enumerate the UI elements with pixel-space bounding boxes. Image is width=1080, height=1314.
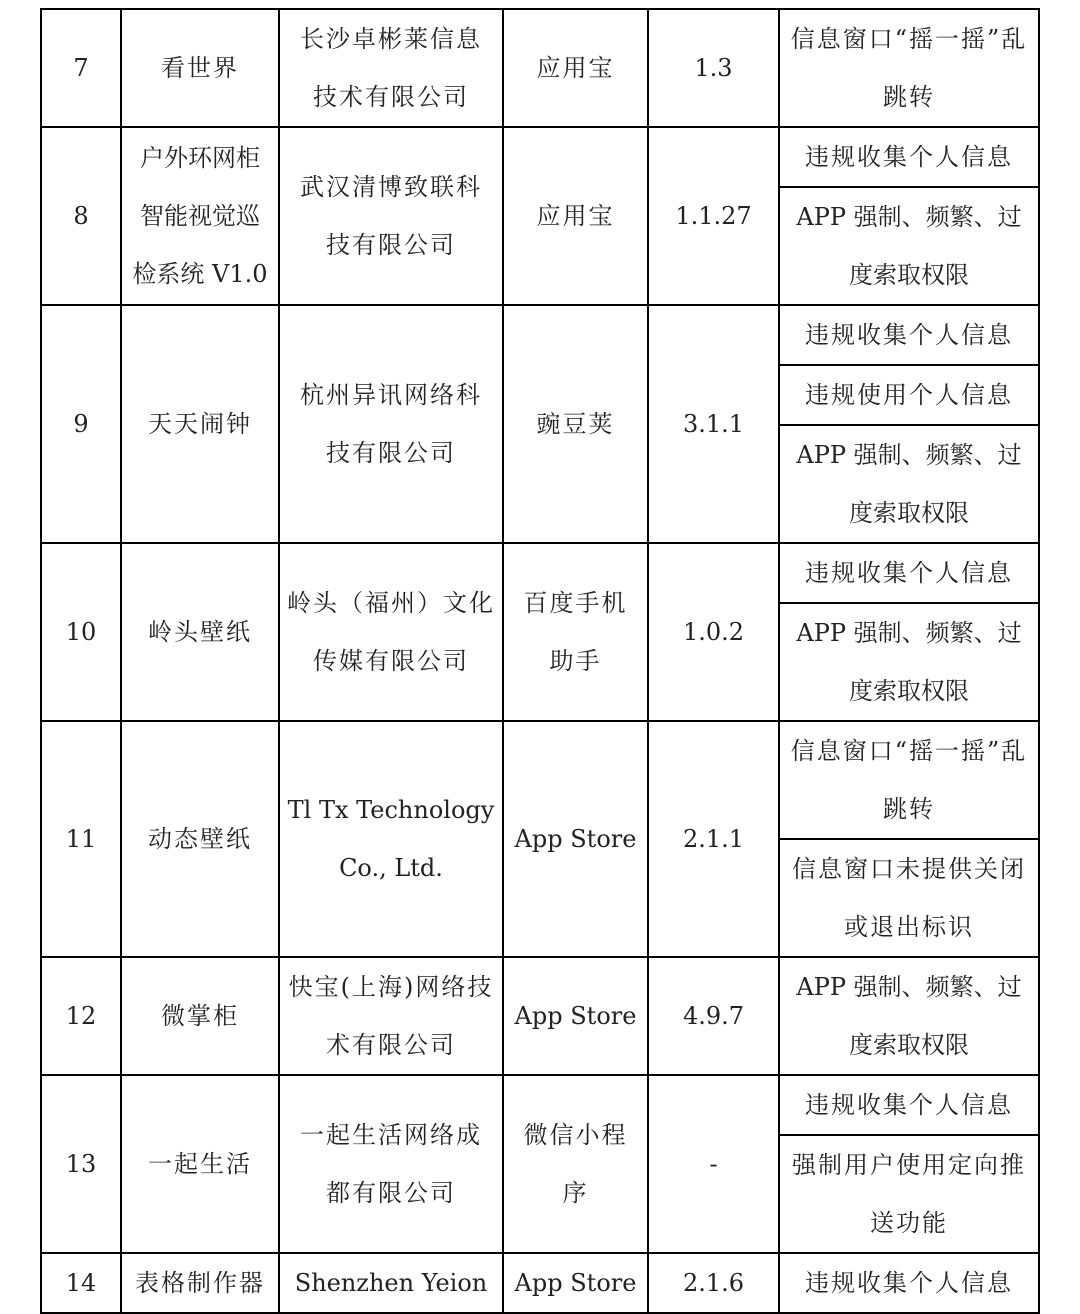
- company-cell-line: Shenzhen Yeion: [294, 1269, 488, 1297]
- issue-cell-line: APP 强制、频繁、过: [796, 973, 1022, 1001]
- row-number-cell: 13: [41, 1075, 121, 1253]
- issue-cell: [779, 305, 1039, 365]
- issue-cell-line: APP 强制、频繁、过: [796, 203, 1022, 231]
- issue-cell: [779, 543, 1039, 603]
- version-cell: 4.9.7: [648, 957, 779, 1075]
- issue-cell-line: APP 强制、频繁、过: [796, 441, 1022, 469]
- version-cell: 2.1.6: [648, 1253, 779, 1313]
- company-cell: [279, 9, 503, 127]
- issue-cell: [779, 9, 1039, 127]
- issue-cell-line: 或退出标识: [844, 913, 974, 941]
- app-name-cell: [121, 127, 279, 305]
- company-cell-line: 术有限公司: [326, 1031, 456, 1059]
- company-cell-line: Tl Tx Technology: [287, 796, 495, 824]
- company-cell-line: 快宝(上海)网络技: [288, 973, 494, 1001]
- company-cell-line: 武汉清博致联科: [300, 173, 482, 201]
- app-store-cell-line: 应用宝: [536, 202, 615, 230]
- app-store-cell: [503, 721, 648, 957]
- row-number-cell: 10: [41, 543, 121, 721]
- app-store-cell-line: 序: [562, 1179, 589, 1207]
- row-number-cell: 14: [41, 1253, 121, 1313]
- company-cell-line: 岭头（福州）文化: [287, 589, 495, 617]
- app-store-cell-line: 微信小程: [523, 1121, 628, 1149]
- issue-cell-line: 度索取权限: [849, 499, 969, 527]
- app-store-cell-line: 助手: [549, 647, 602, 675]
- violation-table: [40, 8, 1040, 1314]
- table-row: [41, 721, 1039, 839]
- table-row: [41, 543, 1039, 603]
- issue-cell-line: 违规收集个人信息: [805, 143, 1013, 171]
- company-cell-line: Co., Ltd.: [339, 854, 443, 882]
- app-store-cell-line: App Store: [514, 1269, 637, 1297]
- issue-cell-line: 信息窗口未提供关闭: [792, 855, 1026, 883]
- row-number-cell: 11: [41, 721, 121, 957]
- app-name-cell: [121, 543, 279, 721]
- company-cell-line: 传媒有限公司: [313, 647, 469, 675]
- app-store-cell: [503, 543, 648, 721]
- version-cell: 1.3: [648, 9, 779, 127]
- issue-cell-line: 送功能: [870, 1209, 948, 1237]
- app-store-cell-line: 豌豆荚: [536, 410, 615, 438]
- table-row: [41, 1253, 1039, 1313]
- issue-cell-line: 强制用户使用定向推: [792, 1151, 1026, 1179]
- app-name-cell: [121, 721, 279, 957]
- table-row: [41, 127, 1039, 187]
- issue-cell-line: 信息窗口“摇一摇”乱: [790, 25, 1028, 53]
- company-cell: [279, 957, 503, 1075]
- app-store-cell: [503, 1253, 648, 1313]
- issue-cell: [779, 127, 1039, 187]
- app-name-cell: [121, 957, 279, 1075]
- app-store-cell-line: 百度手机: [523, 589, 628, 617]
- issue-cell-line: 违规收集个人信息: [805, 1269, 1013, 1297]
- issue-cell-line: 跳转: [883, 83, 935, 111]
- issue-cell-line: 度索取权限: [849, 1031, 969, 1059]
- company-cell-line: 技有限公司: [326, 231, 456, 259]
- app-store-cell: [503, 957, 648, 1075]
- issue-cell-line: 度索取权限: [849, 261, 969, 289]
- issue-cell: [779, 365, 1039, 425]
- row-number-cell: 12: [41, 957, 121, 1075]
- issue-cell-line: 度索取权限: [849, 677, 969, 705]
- table-row: [41, 305, 1039, 365]
- issue-cell: [779, 187, 1039, 305]
- table-row: [41, 957, 1039, 1075]
- company-cell-line: 技术有限公司: [313, 83, 469, 111]
- company-cell: [279, 127, 503, 305]
- app-name-cell: [121, 9, 279, 127]
- version-cell: -: [648, 1075, 779, 1253]
- app-name-cell-line: 表格制作器: [135, 1269, 265, 1297]
- issue-cell-line: 违规收集个人信息: [805, 1091, 1013, 1119]
- company-cell: [279, 1075, 503, 1253]
- app-name-cell-line: 微掌柜: [161, 1002, 239, 1030]
- version-cell: 1.0.2: [648, 543, 779, 721]
- issue-cell: [779, 1075, 1039, 1135]
- app-name-cell-line: 岭头壁纸: [148, 618, 252, 646]
- company-cell: [279, 1253, 503, 1313]
- app-store-cell: [503, 9, 648, 127]
- app-name-cell: [121, 1075, 279, 1253]
- company-cell-line: 一起生活网络成: [300, 1121, 482, 1149]
- company-cell-line: 杭州异讯网络科: [300, 381, 482, 409]
- issue-cell: [779, 721, 1039, 839]
- issue-cell: [779, 957, 1039, 1075]
- app-name-cell-line: 户外环网柜: [140, 144, 260, 172]
- app-store-cell-line: App Store: [514, 1002, 637, 1030]
- row-number-cell: 9: [41, 305, 121, 543]
- table-row: [41, 1075, 1039, 1135]
- issue-cell: [779, 425, 1039, 543]
- app-store-cell: [503, 305, 648, 543]
- app-name-cell-line: 看世界: [161, 54, 239, 82]
- app-name-cell-line: 智能视觉巡: [140, 202, 260, 230]
- row-number-cell: 8: [41, 127, 121, 305]
- company-cell-line: 技有限公司: [326, 439, 456, 467]
- issue-cell: [779, 839, 1039, 957]
- app-name-cell: [121, 305, 279, 543]
- issue-cell: [779, 1135, 1039, 1253]
- app-name-cell-line: 动态壁纸: [148, 825, 252, 853]
- issue-cell: [779, 603, 1039, 721]
- company-cell: [279, 543, 503, 721]
- issue-cell-line: 信息窗口“摇一摇”乱: [790, 737, 1028, 765]
- app-store-cell-line: 应用宝: [536, 54, 615, 82]
- issue-cell-line: 违规收集个人信息: [805, 559, 1013, 587]
- app-name-cell: [121, 1253, 279, 1313]
- issue-cell-line: 跳转: [883, 795, 935, 823]
- company-cell-line: 长沙卓彬莱信息: [300, 25, 482, 53]
- company-cell: [279, 305, 503, 543]
- app-store-cell: [503, 1075, 648, 1253]
- table-body: [41, 9, 1039, 1313]
- issue-cell-line: 违规使用个人信息: [805, 381, 1013, 409]
- version-cell: 3.1.1: [648, 305, 779, 543]
- row-number-cell: 7: [41, 9, 121, 127]
- app-name-cell-line: 一起生活: [148, 1150, 252, 1178]
- version-cell: 1.1.27: [648, 127, 779, 305]
- app-name-cell-line: 天天闹钟: [148, 410, 252, 438]
- company-cell-line: 都有限公司: [326, 1179, 456, 1207]
- issue-cell-line: APP 强制、频繁、过: [796, 619, 1022, 647]
- version-cell: 2.1.1: [648, 721, 779, 957]
- app-name-cell-line: 检系统 V1.0: [132, 260, 268, 288]
- app-store-cell: [503, 127, 648, 305]
- issue-cell: [779, 1253, 1039, 1313]
- issue-cell-line: 违规收集个人信息: [805, 321, 1013, 349]
- app-store-cell-line: App Store: [514, 825, 637, 853]
- table-row: [41, 9, 1039, 127]
- company-cell: [279, 721, 503, 957]
